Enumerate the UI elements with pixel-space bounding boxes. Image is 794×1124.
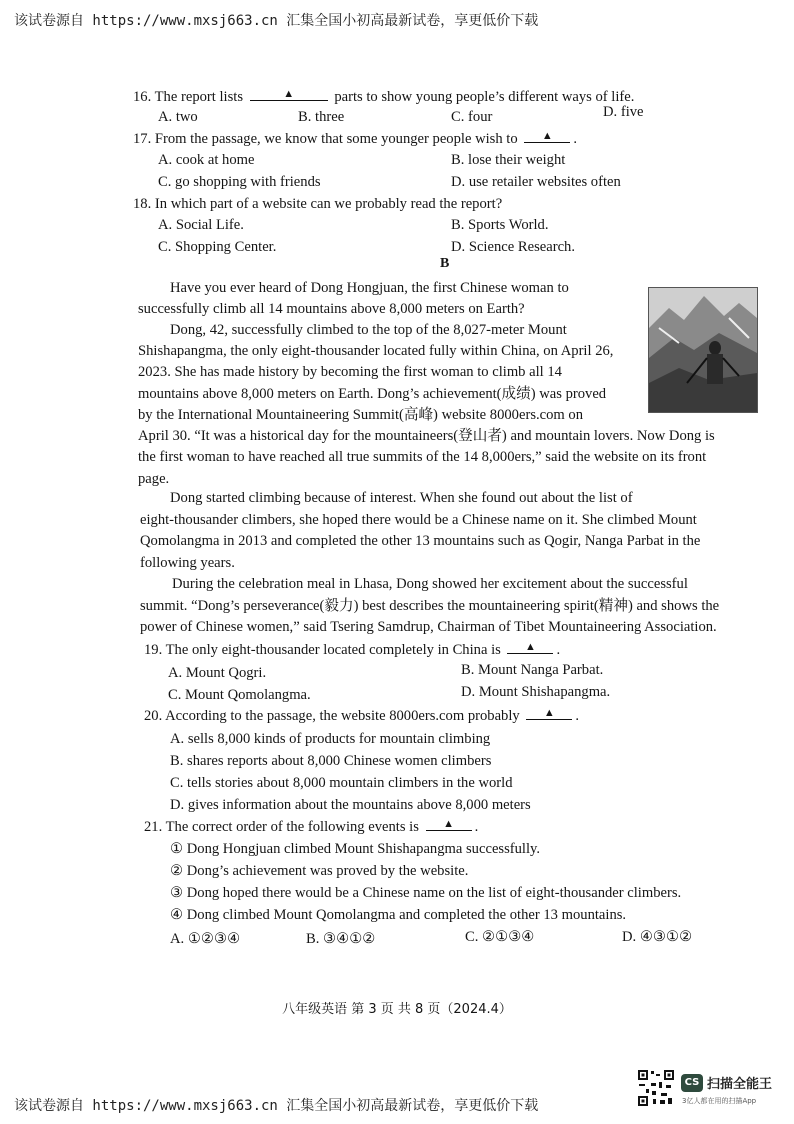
option: A. two — [158, 109, 198, 125]
source-banner-top: 该试卷源自 https://www.mxsj663.cn 汇集全国小初高最新试卷，享更低价下载 — [14, 13, 539, 29]
option: C. Shopping Center. — [158, 239, 277, 255]
event-item: ① Dong Hongjuan climbed Mount Shishapangma successfully. — [170, 841, 541, 857]
option: D. use retailer websites often — [451, 174, 621, 190]
source-banner-bottom: 该试卷源自 https://www.mxsj663.cn 汇集全国小初高最新试卷，享更低价下载 — [14, 1098, 539, 1114]
event-item: ② Dong’s achievement was proved by the website. — [170, 863, 469, 879]
option: D. Mount Shishapangma. — [461, 684, 611, 700]
passage-paragraph: Have you ever heard of Dong Hongjuan, the first Chinese woman to — [170, 280, 569, 296]
option: C. ②①③④ — [465, 929, 535, 945]
option: B. three — [298, 109, 345, 125]
page-footer: 八年级英语 第 3 页 共 8 页（2024.4） — [282, 1002, 512, 1017]
option: A. Mount Qogri. — [168, 665, 267, 681]
scanner-app-tagline: 3亿人都在用的扫描App — [682, 1097, 757, 1105]
option: D. Science Research. — [451, 239, 575, 255]
question-17: 17. From the passage, we know that some younger people wish to ▲ . — [133, 130, 577, 147]
option: B. shares reports about 8,000 Chinese women climbers — [170, 753, 492, 769]
option: A. sells 8,000 kinds of products for mountain climbing — [170, 731, 491, 747]
qr-code-icon — [637, 1069, 675, 1107]
option: B. ③④①② — [306, 931, 376, 947]
event-item: ④ Dong climbed Mount Qomolangma and completed the other 13 mountains. — [170, 907, 627, 923]
passage-line: Shishapangma, the only eight-thousander located fully within China, on April 26, 2023. She has made history by becoming the first woman to climb all 14 mountains above 8,000 meters on Earth. Dong’s achievement(成绩) was proved by the International Mountaineering Summit(高峰) website 8000ers.com on — [138, 343, 614, 424]
passage-line: summit. “Dong’s perseverance(毅力) best describes the mountaineering spirit(精神) and shows the power of Chinese women,” said Tsering Samdrup, Chairman of Tibet Mountaineering Association. — [140, 598, 720, 636]
passage-line: April 30. “It was a historical day for the mountaineers(登山者) and mountain lovers. Now Dong is the first woman to have reached all true summits of the 14 8,000ers,” said the website on its front page. — [138, 428, 715, 487]
option: D. gives information about the mountains above 8,000 meters — [170, 797, 531, 813]
option: D. ④③①② — [622, 929, 693, 945]
section-label: B — [440, 256, 450, 271]
option: B. Mount Nanga Parbat. — [461, 662, 604, 678]
option: A. cook at home — [158, 152, 255, 168]
option: A. Social Life. — [158, 217, 244, 233]
passage-paragraph: Dong, 42, successfully climbed to the top of the 8,027-meter Mount — [170, 322, 567, 338]
option: C. tells stories about 8,000 mountain climbers in the world — [170, 775, 513, 791]
option: B. Sports World. — [451, 217, 549, 233]
passage-line: successfully climb all 14 mountains above 8,000 meters on Earth? — [138, 301, 525, 317]
question-18: 18. In which part of a website can we probably read the report? — [133, 196, 503, 212]
question-16: 16. The report lists ▲ parts to show young people’s different ways of life. — [133, 88, 635, 105]
option: A. ①②③④ — [170, 931, 241, 947]
question-21: 21. The correct order of the following events is ▲ . — [144, 818, 479, 835]
option: D. five — [603, 104, 644, 120]
question-19: 19. The only eight-thousander located completely in China is ▲ . — [144, 641, 561, 658]
scanner-app-name: 扫描全能王 — [707, 1077, 773, 1092]
option: C. Mount Qomolangma. — [168, 687, 311, 703]
option: C. go shopping with friends — [158, 174, 321, 190]
question-20: 20. According to the passage, the website 8000ers.com probably ▲ . — [144, 707, 580, 724]
passage-line: eight-thousander climbers, she hoped there would be a Chinese name on it. She climbed Mount Qomolangma in 2013 and completed the other 13 mountains such as Qogir, Nanga Parbat in the following years. — [140, 512, 701, 571]
option: C. four — [451, 109, 493, 125]
event-item: ③ Dong hoped there would be a Chinese name on the list of eight-thousander climbers. — [170, 885, 682, 901]
passage-paragraph: Dong started climbing because of interest. When she found out about the list of — [170, 490, 633, 506]
passage-paragraph: During the celebration meal in Lhasa, Dong showed her excitement about the successful — [172, 576, 688, 592]
camscanner-logo: CS — [681, 1074, 703, 1092]
option: B. lose their weight — [451, 152, 566, 168]
mountaineer-photo — [648, 287, 758, 413]
